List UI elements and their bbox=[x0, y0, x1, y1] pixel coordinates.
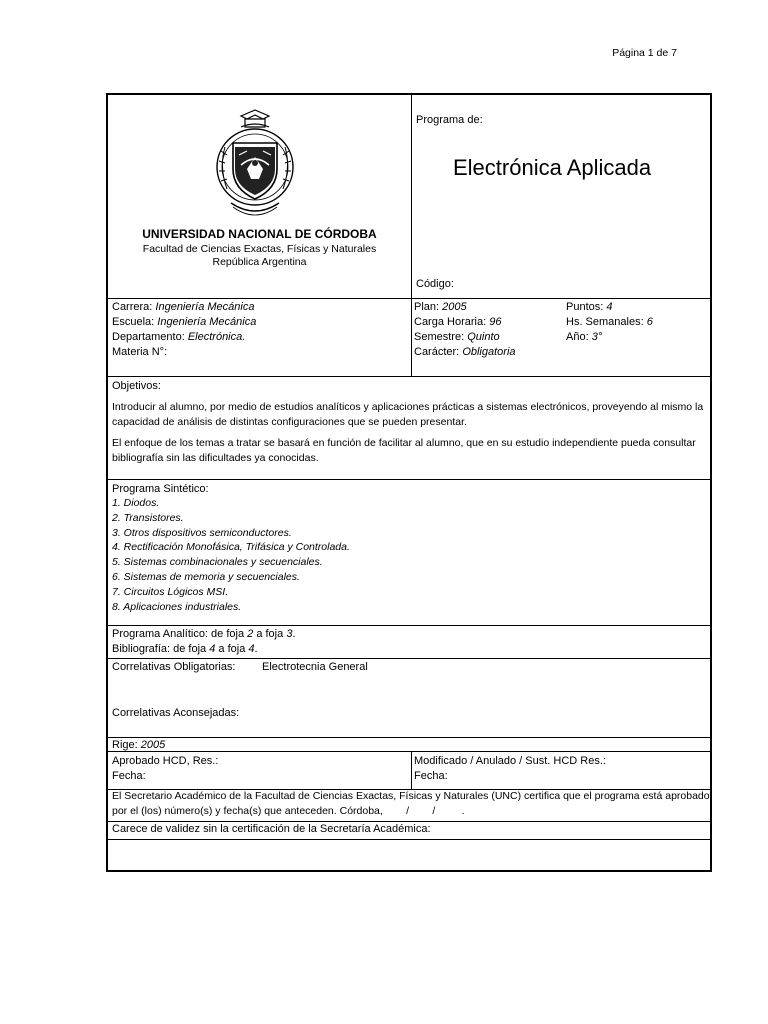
fecha-right-label: Fecha: bbox=[414, 770, 448, 782]
header-divider bbox=[411, 95, 412, 376]
divider bbox=[108, 376, 710, 377]
approval-divider bbox=[411, 751, 412, 789]
correlativas-obligatorias-value: Electrotecnia General bbox=[262, 661, 368, 673]
semestre-row: Semestre: Quinto bbox=[414, 331, 500, 343]
page-number: Página 1 de 7 bbox=[612, 47, 677, 59]
puntos-row: Puntos: 4 bbox=[566, 301, 613, 313]
list-item: 3. Otros dispositivos semiconductores. bbox=[112, 526, 292, 539]
carrera-row: Carrera: Ingeniería Mecánica bbox=[112, 301, 255, 313]
departamento-row: Departamento: Electrónica. bbox=[112, 331, 246, 343]
divider bbox=[108, 839, 710, 840]
carga-row: Carga Horaria: 96 bbox=[414, 316, 502, 328]
divider bbox=[108, 658, 710, 659]
divider bbox=[108, 298, 710, 299]
materia-row: Materia N°: bbox=[112, 346, 168, 358]
modificado-label: Modificado / Anulado / Sust. HCD Res.: bbox=[414, 755, 606, 767]
hs-semanales-row: Hs. Semanales: 6 bbox=[566, 316, 653, 328]
certificacion-line-2: por el (los) número(s) y fecha(s) que anteceden. Córdoba, / / . bbox=[112, 805, 465, 817]
divider bbox=[108, 625, 710, 626]
anio-row: Año: 3° bbox=[566, 331, 603, 343]
program-form bbox=[106, 93, 712, 872]
plan-row: Plan: 2005 bbox=[414, 301, 467, 313]
divider bbox=[108, 751, 710, 752]
caracter-row: Carácter: Obligatoria bbox=[414, 346, 516, 358]
list-item: 6. Sistemas de memoria y secuenciales. bbox=[112, 570, 300, 583]
course-title: Electrónica Aplicada bbox=[453, 155, 652, 180]
certificacion-line-1: El Secretario Académico de la Facultad de Ciencias Exactas, Físicas y Naturales (UNC) certifica que el programa está aprobado bbox=[112, 790, 710, 802]
fecha-left-label: Fecha: bbox=[112, 770, 146, 782]
validez-note: Carece de validez sin la certificación de la Secretaría Académica: bbox=[112, 823, 431, 835]
programa-label: Programa de: bbox=[416, 114, 483, 126]
list-item: 5. Sistemas combinacionales y secuenciales. bbox=[112, 556, 323, 569]
list-item: 7. Circuitos Lógicos MSI. bbox=[112, 585, 229, 598]
escuela-row: Escuela: Ingeniería Mecánica bbox=[112, 316, 257, 328]
correlativas-aconsejadas-label: Correlativas Aconsejadas: bbox=[112, 707, 240, 719]
list-item: 2. Transistores. bbox=[112, 511, 184, 524]
codigo-label: Código: bbox=[416, 278, 454, 290]
divider bbox=[108, 479, 710, 480]
list-item: 1. Diodos. bbox=[112, 497, 160, 509]
faculty-name: Facultad de Ciencias Exactas, Físicas y Naturales República Argentina bbox=[142, 243, 377, 268]
aprobado-label: Aprobado HCD, Res.: bbox=[112, 755, 219, 767]
list-item: 8. Aplicaciones industriales. bbox=[112, 600, 242, 613]
divider bbox=[108, 737, 710, 738]
objetivos-paragraph-1: Introducir al alumno, por medio de estudios analíticos y aplicaciones prácticas a sistemas electrónicos, proveyendo al mismo la capacidad de análisis de distintas configuraciones que se pueden presentar. bbox=[112, 401, 704, 428]
objetivos-paragraph-2: El enfoque de los temas a tratar se basará en función de facilitar al alumno, que en su estudio independiente pueda consultar bibliografía sin las dificultades ya conocidas. bbox=[112, 437, 696, 464]
university-seal-icon bbox=[211, 107, 299, 223]
university-name: UNIVERSIDAD NACIONAL DE CÓRDOBA bbox=[142, 227, 377, 241]
programa-sintetico-label: Programa Sintético: bbox=[112, 483, 209, 495]
objetivos-label: Objetivos: bbox=[112, 380, 161, 392]
correlativas-obligatorias-label: Correlativas Obligatorias: bbox=[112, 661, 236, 673]
bibliografia-row: Bibliografía: de foja 4 a foja 4. bbox=[112, 643, 258, 655]
rige-row: Rige: 2005 bbox=[112, 739, 166, 751]
programa-analitico-row: Programa Analítico: de foja 2 a foja 3. bbox=[112, 628, 296, 640]
programa-sintetico-list bbox=[112, 496, 350, 614]
list-item: 4. Rectificación Monofásica, Trifásica y Controlada. bbox=[112, 541, 350, 554]
